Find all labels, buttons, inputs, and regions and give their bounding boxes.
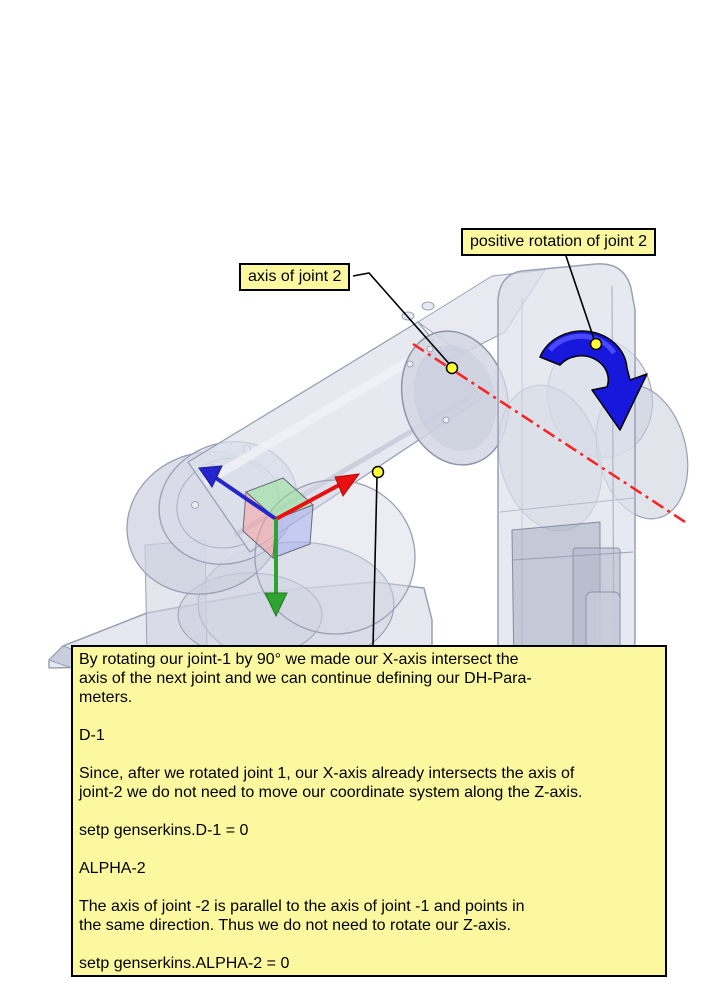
infobox-line [79,878,659,897]
infobox-line: Since, after we rotated joint 1, our X-axis already intersects the axis of [79,765,575,782]
infobox-line-setp-alpha2: setp genserkins.ALPHA-2 = 0 [79,955,290,972]
infobox-line: The axis of joint -2 is parallel to the axis of joint -1 and points in [79,898,525,915]
x-axis-endpoint-marker [373,467,384,478]
infobox-line: By rotating our joint-1 by 90° we made our X-axis intersect the [79,651,519,668]
infobox-line-alpha2-heading: ALPHA-2 [79,860,146,877]
joint2-axis-marker [447,363,458,374]
positive-rotation-label: positive rotation of joint 2 [461,228,656,256]
infobox-line [79,745,659,764]
infobox-line-d1-heading: D-1 [79,727,105,744]
infobox-line: joint-2 we do not need to move our coordinate system along the Z-axis. [79,784,583,801]
infobox-line [79,707,659,726]
infobox-line: axis of the next joint and we can continue defining our DH-Para- [79,670,532,687]
infobox-line-setp-d1: setp genserkins.D-1 = 0 [79,822,249,839]
infobox-line [79,802,659,821]
rotation-marker [591,339,602,350]
axis-of-joint-2-label: axis of joint 2 [239,263,350,291]
infobox-line: the same direction. Thus we do not need to rotate our Z-axis. [79,917,511,934]
dh-parameter-infobox [71,645,667,977]
infobox-line: meters. [79,689,133,706]
infobox-line [79,935,659,954]
infobox-line [79,840,659,859]
